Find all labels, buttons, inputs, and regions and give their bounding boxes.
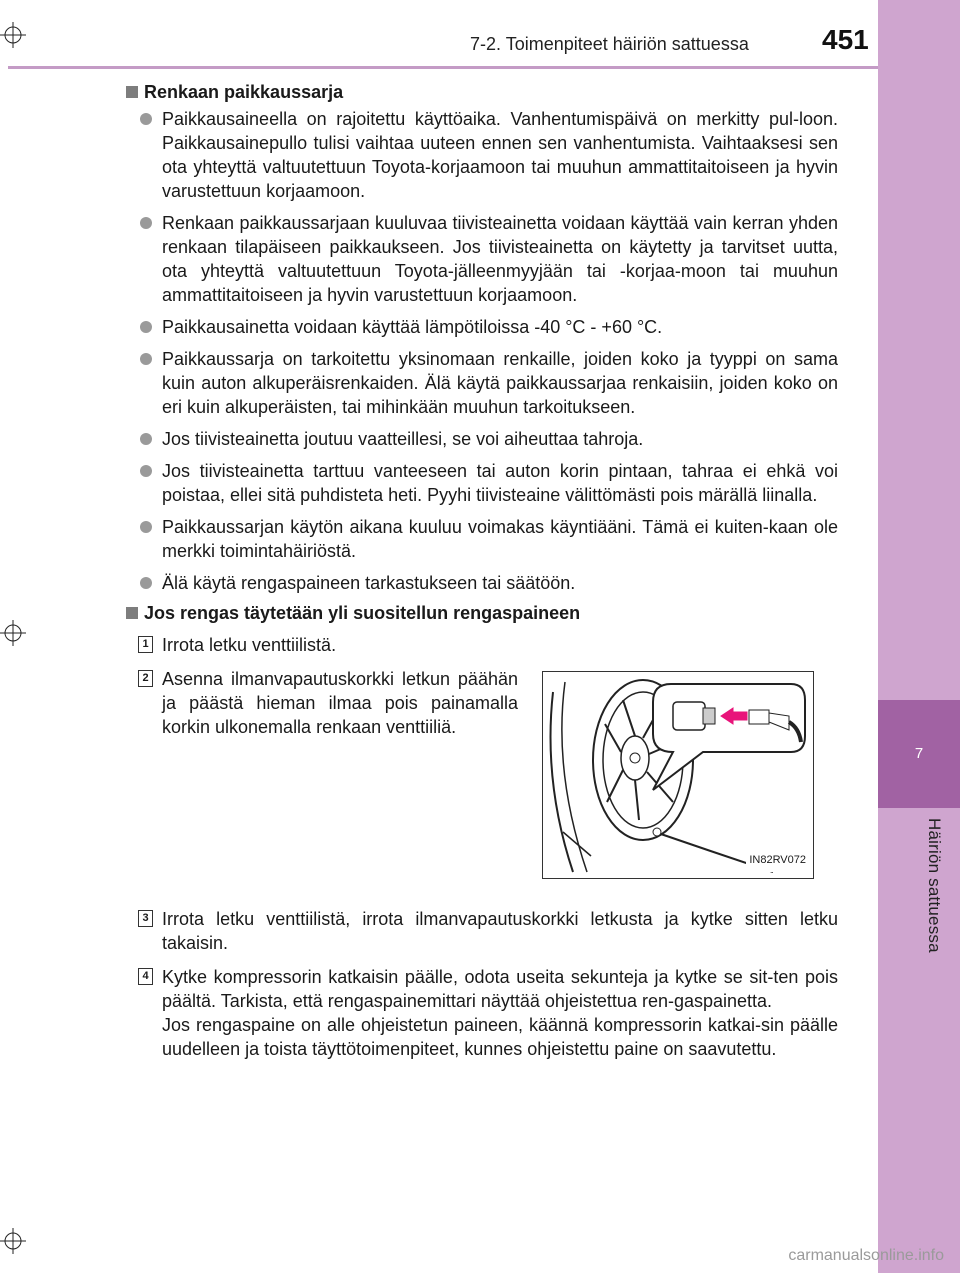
bullet-dot-icon [140, 521, 152, 533]
bullet-dot-icon [140, 321, 152, 333]
list-item: Paikkaussarjan käytön aikana kuuluu voimakas käyntiääni. Tämä ei kuiten-kaan ole merkki toimintahäiriöstä. [126, 515, 838, 563]
watermark: carmanualsonline.info [788, 1247, 944, 1264]
step-number: 1 [138, 636, 153, 653]
square-bullet-icon [126, 86, 138, 98]
registration-mark-icon [0, 620, 26, 646]
bullet-dot-icon [140, 577, 152, 589]
step-item: 3 Irrota letku venttiilistä, irrota ilmanvapautuskorkki letkusta ja kytke sitten letku takaisin. [126, 907, 838, 955]
chapter-title: Häiriön sattuessa [925, 818, 944, 953]
list-item: Paikkausainetta voidaan käyttää lämpötiloissa -40 °C - +60 °C. [126, 315, 838, 339]
section-heading: Renkaan paikkaussarja [126, 80, 838, 104]
bullet-dot-icon [140, 465, 152, 477]
bullet-dot-icon [140, 113, 152, 125]
step-text: Asenna ilmanvapautuskorkki letkun päähän ja päästä hieman ilmaa pois painamalla korkin ulkonemalla renkaan venttiiliä. [162, 669, 518, 737]
section-heading: Jos rengas täytetään yli suositellun rengaspaineen [126, 601, 838, 625]
square-bullet-icon [126, 607, 138, 619]
step-item: 1 Irrota letku venttiilistä. [126, 633, 838, 657]
step-number: 4 [138, 968, 153, 985]
header-rule [8, 66, 878, 69]
bullet-dot-icon [140, 353, 152, 365]
figure-tire-valve [542, 671, 814, 879]
list-item: Paikkausaineella on rajoitettu käyttöaika. Vanhentumispäivä on merkitty pul-loon. Paikkausainepullo tulisi vaihtaa uuteen ennen sen vanhentumista. Vaihtaaksesi sen ota yhteyttä valtuutettuun Toyota-korjaamoon tai muuhun ammattitaitoiseen ja hyvin varustettuun korjaamoon. [126, 107, 838, 203]
step-number: 3 [138, 910, 153, 927]
list-item: Jos tiivisteainetta tarttuu vanteeseen tai auton korin pintaan, tahraa ei ehkä voi poistaa, ellei sitä puhdisteta heti. Pyyhi tiivisteaine välittömästi pois märällä liinalla. [126, 459, 838, 507]
chapter-sidebar [878, 0, 960, 1273]
bullet-dot-icon [140, 217, 152, 229]
step-item [126, 667, 838, 897]
step-number: 2 [138, 670, 153, 687]
page-content [126, 80, 838, 1071]
registration-mark-icon [0, 22, 26, 48]
chapter-number-tab: 7 [878, 700, 960, 808]
figure-code: IN82RV072 [746, 848, 809, 872]
list-item: Jos tiivisteainetta joutuu vaatteillesi, se voi aiheuttaa tahroja. [126, 427, 838, 451]
page-number: 451 [822, 24, 869, 55]
section-header: 7-2. Toimenpiteet häiriön sattuessa [470, 34, 749, 54]
registration-mark-icon [0, 1228, 26, 1254]
bullet-dot-icon [140, 433, 152, 445]
list-item: Renkaan paikkaussarjaan kuuluvaa tiivisteainetta voidaan käyttää vain kerran yhden renkaan tilapäiseen paikkaukseen. Jos tiivisteainetta on käytetty ja tarvitset uutta, ota yhteyttä valtuutettuun Toyota-jälleenmyyjään tai -korjaa-moon tai muuhun ammattitaitoiseen ja hyvin varustettuun korjaamoon. [126, 211, 838, 307]
list-item: Älä käytä rengaspaineen tarkastukseen tai säätöön. [126, 571, 838, 595]
list-item: Paikkaussarja on tarkoitettu yksinomaan renkaille, joiden koko ja tyyppi on sama kuin auton alkuperäisrenkaiden. Älä käytä paikkaussarjaa renkaisiin, joiden koko on eri kuin alkuperäisten, tai mihinkään muuhun tarkoitukseen. [126, 347, 838, 419]
step-item: 4 Kytke kompressorin katkaisin päälle, odota useita sekunteja ja kytke se sit-ten pois päältä. Tarkista, että rengaspainemittari näyttää ohjeistettua ren-gaspainetta. Jos rengaspaine on alle ohjeistetun paineen, käännä kompressorin katkai-sin päälle uudelleen ja toista täyttötoimenpiteet, kunnes ohjeistettu paine on saavutettu. [126, 965, 838, 1061]
